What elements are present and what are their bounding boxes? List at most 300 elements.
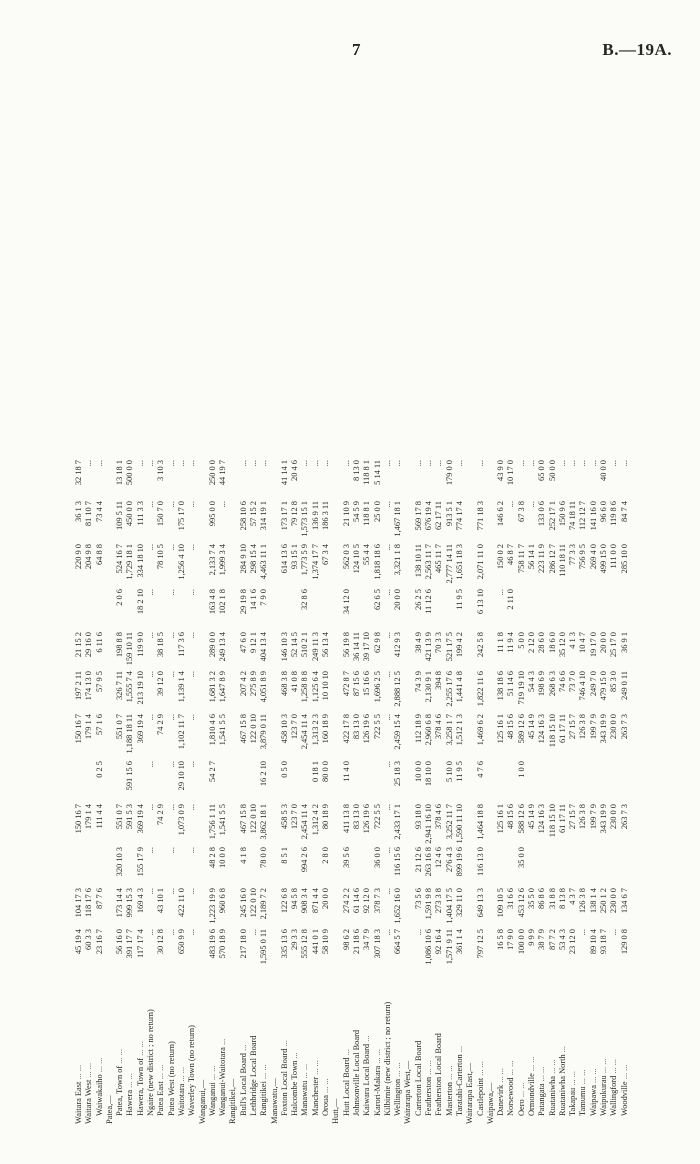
amount-cell: 61 17 11 [557, 714, 567, 744]
district-name-cell [609, 969, 619, 1126]
amount-cell: ... [506, 501, 516, 508]
amount-cell [579, 586, 589, 629]
amount-cell: 8 13 0 [351, 460, 361, 481]
amount-cell [486, 412, 496, 457]
amount-cell: 126 3 8 [578, 888, 588, 914]
amount-cell [198, 926, 208, 969]
amount-cell: 650 9 9 [176, 929, 186, 955]
amount-cell: 11 9 4 [506, 632, 516, 653]
amount-cell: 1,822 11 6 [475, 671, 485, 707]
amount-cell: 774 17 4 [454, 501, 464, 531]
amount-cell [579, 758, 589, 801]
amount-cell [579, 844, 589, 885]
amount-cell: 250 1 2 [599, 888, 609, 914]
amount-cell [270, 801, 280, 844]
amount-cell [321, 586, 331, 629]
amount-cell: 126 19 6 [362, 804, 372, 834]
amount-cell [404, 586, 414, 629]
amount-cell: 160 18 9 [321, 714, 331, 744]
amount-cell: 458 10 3 [279, 714, 289, 744]
amount-cell: 207 4 2 [238, 671, 248, 697]
amount-cell: ... [382, 544, 392, 551]
leader-dots: ... ... [84, 1062, 94, 1078]
table-row [280, 412, 290, 1126]
leader-dots: ... ... [588, 1068, 598, 1083]
district-name-cell [548, 969, 558, 1126]
amount-cell: 329 11 0 [454, 888, 464, 918]
amount-cell [352, 758, 362, 801]
amount-cell: 38 7 9 [537, 929, 547, 950]
district-name: Manawatu,— [269, 1078, 279, 1124]
document-reference: B.—19A. [602, 40, 672, 59]
amount-cell: 104 17 3 [73, 888, 83, 918]
amount-cell: 334 18 10 [135, 544, 145, 578]
amount-cell: 29 10 10 [176, 761, 186, 791]
table-row [517, 412, 527, 1126]
amount-cell [404, 457, 414, 498]
leader-dots: ... ... [156, 1064, 166, 1080]
table-row [620, 412, 630, 1126]
amount-cell: 11 9 5 [454, 589, 464, 610]
district-name: Patea, Town of [115, 1065, 125, 1116]
district-name-cell [558, 969, 568, 1126]
amount-cell [228, 498, 238, 541]
amount-cell: ... [166, 632, 176, 639]
amount-cell [527, 844, 537, 885]
district-name-cell [177, 969, 187, 1126]
amount-cell [434, 758, 444, 801]
amount-cell [548, 586, 558, 629]
amount-cell [589, 412, 599, 457]
amount-cell: 771 18 3 [475, 501, 485, 531]
section-heading-row [270, 412, 280, 1126]
amount-cell [105, 586, 115, 629]
amount-cell [404, 541, 414, 586]
table-row [311, 412, 321, 1126]
district-name-cell [414, 969, 424, 1126]
amount-cell: 54 5 9 [351, 501, 361, 522]
amount-cell: ... [382, 632, 392, 639]
amount-cell: 122 6 8 [279, 888, 289, 914]
amount-cell: ... [259, 460, 269, 467]
amount-cell: 252 17 1 [547, 501, 557, 531]
leader-dots: ... ... [372, 1049, 382, 1064]
amount-cell [311, 586, 321, 629]
amount-cell: 102 1 8 [218, 589, 228, 615]
district-name: Wairarapa East,— [465, 1062, 475, 1124]
amount-cell [331, 885, 341, 926]
table-row [506, 412, 516, 1126]
amount-cell: 35 5 0 [527, 888, 536, 909]
amount-cell: 4,051 8 9 [259, 671, 269, 703]
district-name: Johnsonville Local Board [352, 1029, 361, 1116]
amount-cell [105, 629, 115, 668]
table-row [290, 412, 300, 1126]
district-name-cell [424, 969, 434, 1126]
district-name-cell [156, 969, 166, 1126]
amount-cell [404, 668, 414, 711]
district-name: Wanganui [207, 1082, 217, 1116]
amount-cell: 2,454 11 4 [300, 714, 310, 750]
amount-cell: 263 16 8 [424, 847, 434, 877]
amount-cell: 230 0 0 [609, 714, 619, 740]
district-name: Waiwakaiho [94, 1074, 104, 1116]
amount-cell [239, 758, 249, 801]
amount-cell [280, 412, 290, 457]
amount-cell: 126 3 8 [578, 714, 588, 740]
amount-cell: 394 8 [434, 671, 444, 690]
district-name: Takapau [568, 1087, 578, 1116]
amount-cell: ... [578, 929, 588, 936]
amount-cell [84, 758, 94, 801]
amount-cell [352, 844, 362, 885]
amount-cell: 56 19 8 [341, 632, 351, 658]
amount-cell: 369 19 4 [135, 714, 145, 744]
amount-cell: 67 3 8 [516, 501, 526, 522]
amount-cell: ... [166, 589, 176, 596]
district-name-cell [537, 969, 547, 1126]
amount-cell [465, 758, 475, 801]
amount-cell: 1,441 4 8 [454, 671, 464, 703]
amount-cell [404, 711, 414, 758]
amount-cell: 31 6 6 [506, 888, 516, 909]
amount-cell: ... [424, 460, 434, 467]
amount-cell: 614 13 6 [279, 544, 289, 574]
district-name-cell [74, 969, 84, 1126]
amount-cell [270, 758, 280, 801]
amount-cell: 100 0 0 [516, 929, 526, 955]
amount-cell [404, 926, 414, 969]
amount-cell [331, 801, 341, 844]
amount-cell [270, 885, 280, 926]
amount-cell: 453 12 6 [516, 888, 526, 918]
amount-cell [404, 801, 414, 844]
leader-dots: ... ... [568, 1071, 578, 1086]
amount-cell: 56 14 1 [527, 544, 536, 570]
amount-cell: 3 10 3 [156, 460, 166, 481]
amount-cell: 284 9 10 [238, 544, 248, 574]
amount-cell: 197 2 11 [73, 671, 83, 701]
amount-cell: 150 7 0 [156, 501, 166, 527]
amount-cell: 4 3 7 [568, 888, 578, 905]
district-name: Rangitikei,— [228, 1078, 238, 1124]
amount-cell: 230 0 0 [609, 888, 619, 914]
district-name: Featherston [424, 1076, 434, 1116]
leader-dots: ... ... [547, 1059, 557, 1074]
amount-cell: 79 12 8 [290, 501, 300, 527]
amount-cell [156, 844, 166, 885]
table-row [352, 412, 362, 1126]
amount-cell: 6 13 10 [475, 589, 485, 615]
table-row [301, 412, 311, 1126]
amount-cell [331, 586, 341, 629]
amount-cell: 112 18 9 [413, 714, 423, 744]
table-row [146, 412, 156, 1126]
amount-cell [465, 668, 475, 711]
district-name: Waverley Town (no return) [187, 1025, 197, 1116]
leader-dots: ... [290, 1052, 300, 1059]
amount-cell [270, 498, 280, 541]
amount-cell [208, 412, 218, 457]
district-name: Hawera, Town of [135, 1057, 145, 1116]
amount-cell: 472 8 7 [341, 671, 351, 697]
amount-cell [198, 844, 208, 885]
amount-cell: 551 0 7 [115, 714, 125, 740]
amount-cell [290, 586, 300, 629]
amount-cell: 320 10 3 [115, 847, 125, 877]
amount-cell: 249 11 3 [310, 632, 320, 662]
amount-cell: 1,729 18 1 [125, 544, 135, 580]
amount-cell [74, 844, 84, 885]
amount-cell: 2,941 16 10 [424, 804, 434, 844]
amount-cell: 57 1 6 [94, 714, 104, 735]
amount-cell: 198 8 8 [115, 632, 125, 658]
amount-cell [270, 412, 280, 457]
amount-cell: 58 10 9 [321, 929, 331, 955]
amount-cell: 676 19 4 [424, 501, 434, 531]
district-name: Patangata [537, 1083, 547, 1116]
amount-cell [331, 629, 341, 668]
amount-cell: 87 7 6 [94, 888, 104, 909]
amount-cell: ... [166, 847, 176, 854]
amount-cell: 56 16 0 [115, 929, 125, 955]
leader-dots: ... ... [125, 1073, 135, 1088]
amount-cell: 28 6 0 [537, 632, 547, 653]
amount-cell [352, 412, 362, 457]
amount-cell: 199 7 9 [588, 804, 598, 830]
amount-cell: 34 7 9 [362, 929, 372, 950]
amount-cell: ... [146, 804, 156, 811]
amount-cell: 7 9 0 [259, 589, 269, 606]
leader-dots: ... [454, 1045, 464, 1053]
district-name: Wairarapa West,— [403, 1060, 413, 1124]
table-row [156, 412, 166, 1126]
table-row [259, 412, 269, 1126]
amount-cell: ... [146, 501, 156, 508]
district-name-cell [321, 969, 331, 1126]
amount-cell [115, 412, 125, 457]
amount-cell: 1,818 18 6 [372, 544, 382, 580]
amount-cell: 116 15 6 [393, 847, 403, 877]
amount-cell [187, 412, 197, 457]
amount-cell: 54 4 3 [527, 671, 536, 692]
amount-cell: 1,999 3 4 [218, 544, 228, 576]
amount-cell: 26 2 5 [413, 589, 423, 610]
amount-cell: 391 17 7 [125, 929, 135, 959]
district-name-cell [84, 969, 94, 1126]
amount-cell: 3,879 0 11 [259, 714, 269, 750]
amount-cell: 11 9 5 [454, 761, 464, 782]
amount-cell: 21 18 6 [351, 929, 361, 955]
amount-cell [465, 844, 475, 885]
amount-cell: 11 4 0 [341, 761, 351, 782]
amount-cell: ... [166, 888, 176, 895]
amount-cell: ... [166, 671, 176, 678]
amount-cell: 0 5 0 [279, 761, 289, 778]
amount-cell [84, 412, 94, 457]
district-name: Patea,— [104, 1095, 114, 1124]
amount-cell: 124 10 5 [351, 544, 361, 574]
amount-cell [620, 844, 630, 885]
district-name-cell [373, 969, 383, 1126]
amount-cell: 1,512 1 3 [454, 714, 464, 746]
amount-cell: 10 0 0 [413, 761, 423, 782]
amount-cell: 8 13 8 [557, 888, 567, 909]
amount-cell: 46 8 7 [506, 544, 516, 565]
amount-cell: 67 3 4 [321, 544, 331, 565]
amount-cell [404, 629, 414, 668]
amount-cell [599, 844, 609, 885]
amount-cell: ... [146, 761, 156, 768]
district-name: Castlepoint [475, 1077, 485, 1116]
amount-cell [331, 668, 341, 711]
amount-cell: 29 3 3 [290, 929, 300, 950]
amount-cell: 118 17 6 [84, 888, 94, 918]
amount-cell: 10 4 7 [578, 632, 588, 653]
amount-cell: 343 19 9 [599, 714, 609, 744]
table-row [383, 412, 393, 1126]
amount-cell [321, 412, 331, 457]
amount-cell [270, 926, 280, 969]
amount-cell: 314 19 1 [259, 501, 269, 531]
leader-dots: ... ... [578, 1069, 588, 1085]
amount-cell: 298 15 4 [248, 544, 258, 574]
leader-dots: ... ... [516, 1082, 526, 1098]
amount-cell: 9 12 1 [248, 632, 258, 653]
amount-cell [301, 758, 311, 801]
amount-cell: 64 8 8 [94, 544, 104, 565]
amount-cell: 92 16 4 [434, 929, 444, 955]
table-row [125, 412, 135, 1126]
amount-cell: 213 19 10 [135, 671, 145, 705]
amount-cell: 1,591 9 8 [424, 888, 434, 920]
amount-cell: 27 15 7 [568, 714, 578, 740]
amount-cell [105, 541, 115, 586]
amount-cell: 1,590 11 10 [454, 804, 464, 844]
amount-cell [331, 844, 341, 885]
amount-cell: 1,555 7 4 [125, 671, 135, 703]
amount-cell: 93 15 1 [290, 544, 300, 570]
amount-cell: 378 4 6 [434, 804, 444, 830]
amount-cell: ... [166, 460, 176, 467]
district-name-cell [146, 969, 156, 1126]
amount-cell [404, 412, 414, 457]
leader-dots: ... [362, 1035, 372, 1042]
leader-dots: ... ... [444, 1065, 454, 1080]
amount-cell: 1,469 6 2 [475, 714, 485, 746]
amount-cell: 159 10 11 [125, 632, 135, 666]
amount-cell: 48 2 8 [207, 847, 217, 868]
amount-cell: 343 19 9 [599, 804, 609, 834]
district-name-cell [455, 969, 465, 1126]
amount-cell: 412 9 3 [393, 632, 403, 658]
amount-cell [486, 668, 496, 711]
amount-cell: 56 13 4 [321, 632, 331, 658]
amount-cell [404, 498, 414, 541]
amount-cell [496, 758, 506, 801]
amount-cell: 551 0 7 [115, 804, 125, 830]
district-name: Waitara West [84, 1079, 94, 1124]
amount-cell: 174 13 0 [84, 671, 94, 701]
amount-cell: ... [588, 460, 598, 467]
amount-cell: 23 12 0 [568, 929, 578, 955]
district-name: Ruataniwha [547, 1075, 557, 1116]
amount-cell: 499 15 0 [599, 544, 609, 574]
amount-cell [506, 844, 516, 885]
amount-cell: 286 12 7 [547, 544, 557, 574]
amount-cell: 1,139 1 4 [176, 671, 186, 703]
district-name: Oero [516, 1099, 526, 1116]
amount-cell: 116 13 0 [475, 847, 485, 877]
amount-cell: 124 16 3 [537, 804, 547, 834]
amount-cell: 249 0 11 [619, 671, 629, 701]
amount-cell [620, 412, 630, 457]
amount-cell: 70 3 3 [434, 632, 444, 653]
amount-cell [105, 885, 115, 926]
amount-cell: 217 18 0 [238, 929, 248, 959]
amount-cell: 307 18 3 [372, 929, 382, 959]
amount-cell: 1,404 17 5 [444, 888, 454, 924]
amount-cell [249, 844, 259, 885]
district-name: Woodville [619, 1081, 629, 1116]
amount-cell: ... [393, 460, 403, 467]
amount-cell [362, 412, 372, 457]
amount-cell: 1,223 19 9 [207, 888, 217, 924]
amount-cell [105, 844, 115, 885]
amount-cell: 60 3 3 [84, 929, 94, 950]
amount-cell: 83 13 0 [351, 804, 361, 830]
district-name-cell [362, 969, 372, 1126]
amount-cell: 8 5 1 [279, 847, 289, 864]
amount-cell [568, 758, 578, 801]
amount-cell: 273 3 8 [434, 888, 444, 914]
amount-cell: 175 17 0 [176, 501, 186, 531]
amount-cell: 242 5 8 [475, 632, 485, 658]
amount-cell: 117 3 6 [176, 632, 186, 657]
amount-cell: 134 6 7 [619, 888, 629, 914]
amount-cell [568, 844, 578, 885]
amount-cell: 61 14 6 [351, 888, 361, 914]
amount-cell [486, 926, 496, 969]
amount-cell [198, 758, 208, 801]
amount-cell [280, 586, 290, 629]
leader-dots: ... ... [619, 1064, 629, 1080]
amount-cell: 450 0 0 [125, 501, 135, 527]
rotated-table-wrapper [74, 48, 674, 1126]
amount-cell: ... [146, 847, 156, 854]
amount-cell: ... [176, 460, 186, 467]
amount-cell [95, 586, 105, 629]
amount-cell: 93 18 7 [599, 929, 609, 955]
district-name-cell [228, 969, 238, 1126]
amount-cell [270, 668, 280, 711]
amount-cell: ... [382, 460, 392, 467]
amount-cell: 960 6 8 [218, 888, 228, 914]
amount-cell: 81 10 7 [84, 501, 94, 527]
table-row [579, 412, 589, 1126]
amount-cell: 119 9 0 [135, 632, 145, 657]
amount-cell: 186 3 11 [321, 501, 331, 531]
district-name-cell [280, 969, 290, 1126]
amount-cell [290, 412, 300, 457]
table-body [74, 412, 630, 1126]
amount-cell: 908 3 4 [300, 888, 310, 914]
amount-cell: ... [382, 761, 392, 768]
amount-cell: 179 1 4 [84, 714, 94, 740]
amount-cell [609, 758, 619, 801]
amount-cell: ... [166, 804, 176, 811]
amount-cell [198, 457, 208, 498]
